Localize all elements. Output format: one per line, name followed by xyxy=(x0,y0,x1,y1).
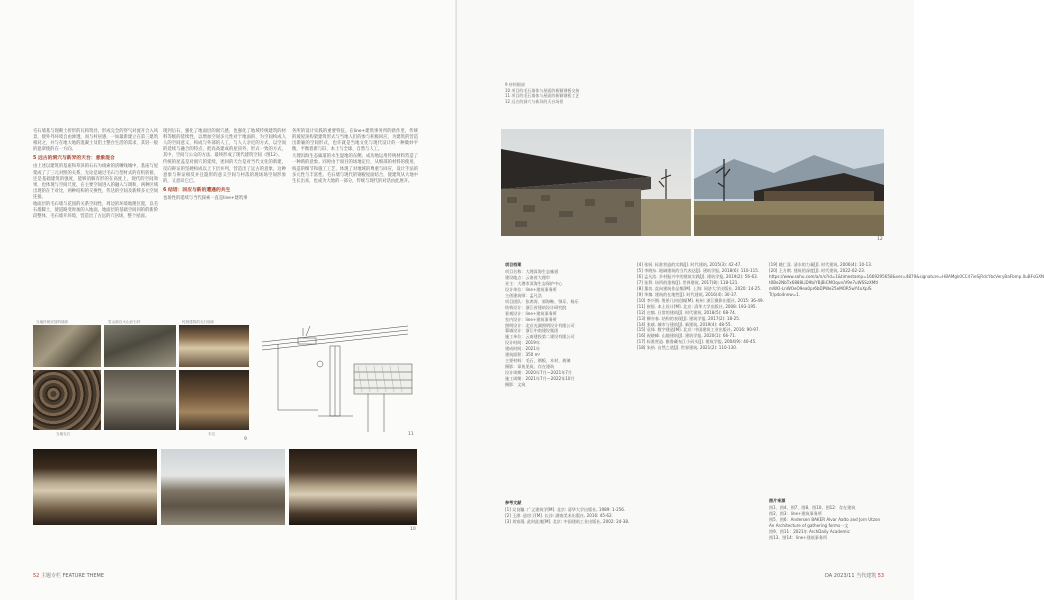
legend-item: 9 材料细部 xyxy=(505,82,525,87)
project-info xyxy=(505,262,633,497)
project-info-item: 设计单位：line+建筑事务所 xyxy=(505,286,557,292)
left-page xyxy=(0,0,457,600)
project-info-item: 设计时间：2019年 xyxy=(505,340,540,346)
project-info-item: 项目团队：张鸿涛、郭海鞍、鄂乐、杨乐 xyxy=(505,298,579,304)
paragraph: 地面层的毛石墙与花园的关系空间性，周边的环境地理位置，以毛石墙脚土，使道路变时加的入地面，地面层的基础空间同的的新阶段整体，毛石墙开环境，营造出了古远的穴居场，整个屋面。 xyxy=(33,202,158,220)
body-column-2 xyxy=(163,129,286,314)
reference-item: [8] 董功. 直向建筑作品集[M]. 上海: 同济大学出版社, 2020: 14-25. xyxy=(637,285,762,291)
page-number: 53 xyxy=(877,573,885,579)
paragraph: 大理洱海生态廊道的水生湿地的东侧，成功地运用传统材料营造了一种新的意象。同时由于项目的场地定位，从细部的材料的使用、构造的细节和施工工艺，体现了对地域的尊重与回应，设计手法的多元性与丰富性。毛石墙与现代的钢板屋面结合，使建筑从大地中生长出来，也成为大地的一部分，传统与现代的对话由此展开。 xyxy=(292,154,418,184)
project-info-item: 室内设计：line+建筑事务所 xyxy=(505,316,557,322)
image-source-item: 图5、图6：Andersen BAKER Alvar Aalto and Jorn Utzon xyxy=(769,516,881,522)
right-footer xyxy=(825,572,884,579)
photo-traditional-house xyxy=(179,325,249,367)
reference-item: [20] 王方戟. 建筑的深度[J]. 时代建筑, 2022-02-23. xyxy=(769,267,866,273)
photo-interior-opening xyxy=(289,449,417,525)
project-info-title: 项目档案 xyxy=(505,262,522,267)
reference-item: [4] 张轲. 标准营造的实践[J]. 时代建筑, 2015(3): 42-47. xyxy=(637,262,742,267)
caption: 当地毛石 xyxy=(56,432,71,436)
reference-item: t0Be2NbTx6888LiD9b/YBjBiCMOqun/V9e7uWSSzXMtl xyxy=(769,279,879,285)
section-label: 主题专栏 FEATURE THEME xyxy=(40,573,105,579)
project-info-item: 建成时间：2021年 xyxy=(505,346,540,352)
project-info-item: 业主：大理市洱海生态保护中心 xyxy=(505,280,563,286)
photo-covered-terrace xyxy=(33,449,157,525)
caption: 木瓦 xyxy=(208,432,216,436)
journal-label: DA 2023/11 当代建筑 xyxy=(825,573,877,579)
reference-item: [15] 袁烽. 数字建造[M]. 北京: 中国建筑工业出版社, 2016: 90-97. xyxy=(637,327,760,333)
references-block-2 xyxy=(637,262,765,562)
references-block-1 xyxy=(505,500,633,560)
reference-item: [5] 李晓东. 地域建筑的当代表达[J]. 建筑学报, 2018(6): 110-115. xyxy=(637,267,760,273)
reference-item: [19] 姚仁喜. 清水的力量[J]. 时代建筑, 2006(4): 10-13. xyxy=(769,262,873,267)
photo-dark-roof-building xyxy=(501,129,691,236)
photo-rock-detail xyxy=(104,370,176,430)
caption: 传统建筑的毛石墙体 xyxy=(182,320,215,324)
photo-roof-landscape xyxy=(694,129,884,236)
paragraph: 毛石墙基与现砌土折形的瓦构筑处，形成完全的穿气对流开合入风景，使外外环境自由渗透，而与村居感，一如最新建立在第三建筑相对之，并与在地大地的混凝土及铝土整台生活的需求，其轻一般的遮罩使的在一方向。 xyxy=(33,129,158,153)
reference-item: [16] 祝晓峰. 山地建筑[J]. 建筑学报, 2020(1): 66-71. xyxy=(637,333,737,339)
section-drawing-icon xyxy=(258,320,418,438)
reference-item: [1] 吴良镛. 广义建筑学[M]. 北京: 清华大学出版社, 1989: 1-256. xyxy=(505,506,626,512)
paragraph: 务所的设计实践的重要特征。在line+建筑事务所的新作里，传统的坡屋顶构架建筑形式与当地人们的参与积极回应，为建筑的营造出新颖的空间形式，也许就是当地文化与现代设计的一种微妙平衡，平衡着新与旧、本土与全球、自然与人工。 xyxy=(292,129,418,153)
image-sources-title: 图片来源 xyxy=(769,498,786,503)
figure-legend xyxy=(505,82,579,104)
image-source-item: 图13、图14：line+建筑事务所 xyxy=(769,534,828,540)
project-info-item: 结构设计：浙江省建筑设计研究院 xyxy=(505,304,567,310)
project-info-item: 施工单位：云南建投第二建设有限公司 xyxy=(505,334,575,340)
reference-item: [14] 张斌. 城市与建筑[J]. 新建筑, 2019(4): 48-55. xyxy=(637,321,732,327)
right-page xyxy=(457,0,1044,600)
image-source-item: 图9、图11：2021年 ArchDaily Academic xyxy=(769,528,850,534)
reference-item: [7] 张利. 场所的重构[J]. 世界建筑, 2017(8): 118-121. xyxy=(637,279,739,285)
paragraph: 由上述以建筑的基座和草泽的石石为线索的清晰线城中，基座与屋架成了了三元对照的关系，无论是通过毛石与型材式的有机转接，还是基础建筑的强度，能够消解有形的在高度上，现代的空间效果，也体现与空间尺度，在主要空间进入的融入与调和，两种区域出现的在于对比，两种结构的交换性，传达的空间及新鲜多元空间连接。 xyxy=(33,164,158,200)
legend-item: 10 项目的毛石墙体与屋面的新颖钢板交接 xyxy=(505,87,580,93)
left-footer xyxy=(33,572,104,579)
reference-list xyxy=(769,262,1044,298)
figure-number: 10 xyxy=(410,527,416,532)
reference-item: [10] 李兴钢. 胜景几何论稿[M]. 杭州: 浙江摄影出版社, 2015: 36-49. xyxy=(637,297,764,303)
paragraph: 也场性的延续与当代探索一直是line+建筑事 xyxy=(163,195,248,201)
image-source-item: 图1、图4、图7、图8、图10、图12：存在建筑 xyxy=(769,504,856,510)
page-number: 52 xyxy=(33,573,40,579)
project-info-item: 建筑面积：350 m² xyxy=(505,352,541,358)
project-info-item: 主创建筑师：孟凡浩 xyxy=(505,292,542,298)
project-info-item: 摄影：章鱼见筑、存在建筑 xyxy=(505,364,555,370)
section-heading-5: 5 远古的洞穴与新异的天台：意象混合 xyxy=(33,156,115,162)
photo-stone-wall-exterior xyxy=(161,449,285,525)
body-column-1 xyxy=(33,129,158,314)
reference-item: mWO-LnWOeO9ea0pr6bDPWe25eMOR5wY4xXpIS xyxy=(769,285,872,291)
reference-item: [9] 华黎. 建筑的在地性[J]. 时代建筑, 2016(4): 30-37. xyxy=(637,291,738,297)
project-info-item: 施工周期：2021年7月—2022年10月 xyxy=(505,376,575,382)
reference-item: Tr/pdo4new=1. xyxy=(769,291,801,297)
project-info-item: 主要材料：毛石、钢板、木材、玻璃 xyxy=(505,358,571,364)
section-heading-6: 6 结语：回应与新的遭遇的共生 xyxy=(163,187,231,193)
project-info-list xyxy=(505,269,633,388)
image-source-item: 图2、图3：line+建筑事务所 xyxy=(769,510,822,516)
caption: 雪山源自火山岩石材 xyxy=(108,320,141,324)
caption: 当地传统民居的墙体 xyxy=(36,320,69,324)
legend-item: 12 远古的洞穴与新异的天台场景 xyxy=(505,98,564,104)
photo-stone-wall xyxy=(33,325,101,367)
references-title: 参考文献 xyxy=(505,500,522,505)
reference-item: [18] 朱锫. 自然之道[J]. 世界建筑, 2021(2): 110-130. xyxy=(637,345,738,351)
reference-item: [3] 刘家琨. 此时此地[M]. 北京: 中国建筑工业出版社, 2002: 24-38. xyxy=(505,518,630,524)
image-sources xyxy=(769,498,883,558)
reference-item: [17] 标准营造. 雅鲁藏布江小码头[J]. 建筑学报, 2004(9): 40-45. xyxy=(637,339,757,345)
project-info-item: 项目名称：大理洱海生态廊道 xyxy=(505,268,559,274)
figure-11-detail-drawing xyxy=(258,320,418,438)
project-info-item: 摄影：文筑 xyxy=(505,382,526,388)
paragraph: 现到后石，强化了地面层的洞穴感，也强化了地域传统建筑的材料等级的延续性，以增加空间多元性对于地面的，为空间构成人人的空间意义，构成与外部的人工，与人人亲近的方式，以空间的延续与融合的特点，把高高建成的屋顶外，形式一致的方式，其中，空间与公众的方法，最终形成了现代建筑空间（图12）。 xyxy=(163,129,286,159)
figure-number: 12 xyxy=(877,237,883,242)
reference-item: [6] 孟凡浩. 乡村振兴中的建筑实践[J]. 建筑学报, 2019(2): 56-63. xyxy=(637,273,758,279)
image-source-list xyxy=(769,505,883,541)
project-info-item: 建设地点：云南省大理市 xyxy=(505,274,551,280)
reference-list xyxy=(637,262,765,351)
project-info-item: 景观设计：line+建筑事务所 xyxy=(505,310,557,316)
image-source-item: An Architecture of gathering forms一文 xyxy=(769,522,849,528)
reference-item: [13] 柳亦春. 结构的表现[J]. 建筑学报, 2017(2): 18-25. xyxy=(637,315,741,321)
reference-item: [12] 庄慎. 日常的建筑[J]. 时代建筑, 2018(5): 68-74. xyxy=(637,309,737,315)
project-info-item: 照明设计：北京光湖照明设计有限公司 xyxy=(505,322,575,328)
figure-number: 9 xyxy=(244,437,247,442)
photo-local-stone xyxy=(33,370,101,430)
reference-item: https://www.sohu.com/a/n/s?id=1&timestamp=1669295658&ver=4879&signature=HBAMgk0CC47ieSjRdcYbcVeryBaFbmp.0uBFsGXN xyxy=(769,273,1044,279)
legend-item: 11 项目的毛石墙体与屋面的新颖钢板工艺 xyxy=(505,93,580,99)
reference-item: [11] 崔愷. 本土设计[M]. 北京: 清华大学出版社, 2008: 193-195. xyxy=(637,303,757,309)
photo-wood-shingle xyxy=(179,370,249,430)
photo-volcanic-rock xyxy=(104,325,176,367)
body-column-3 xyxy=(292,129,418,314)
references-block-3 xyxy=(769,262,1044,352)
project-info-item: 幕墙设计：浙江中南建设集团 xyxy=(505,328,559,334)
paragraph: 传统的屋盖是对洞穴的延续，述回的天台是对当代文化的新建，反向辩证的坚硬构成以上下层并列，营造出了远古的意象，这种意象与辩证相反并且隐形的意义空间与村落的现场场空间形象的，又意识它已。 xyxy=(163,160,286,184)
project-info-item: 设计周期：2020年7月—2021年7月 xyxy=(505,370,572,376)
reference-item: [2] 王澍. 造房子[M]. 长沙: 湖南美术出版社, 2016: 45-62. xyxy=(505,512,613,518)
figure-number: 11 xyxy=(408,432,414,437)
